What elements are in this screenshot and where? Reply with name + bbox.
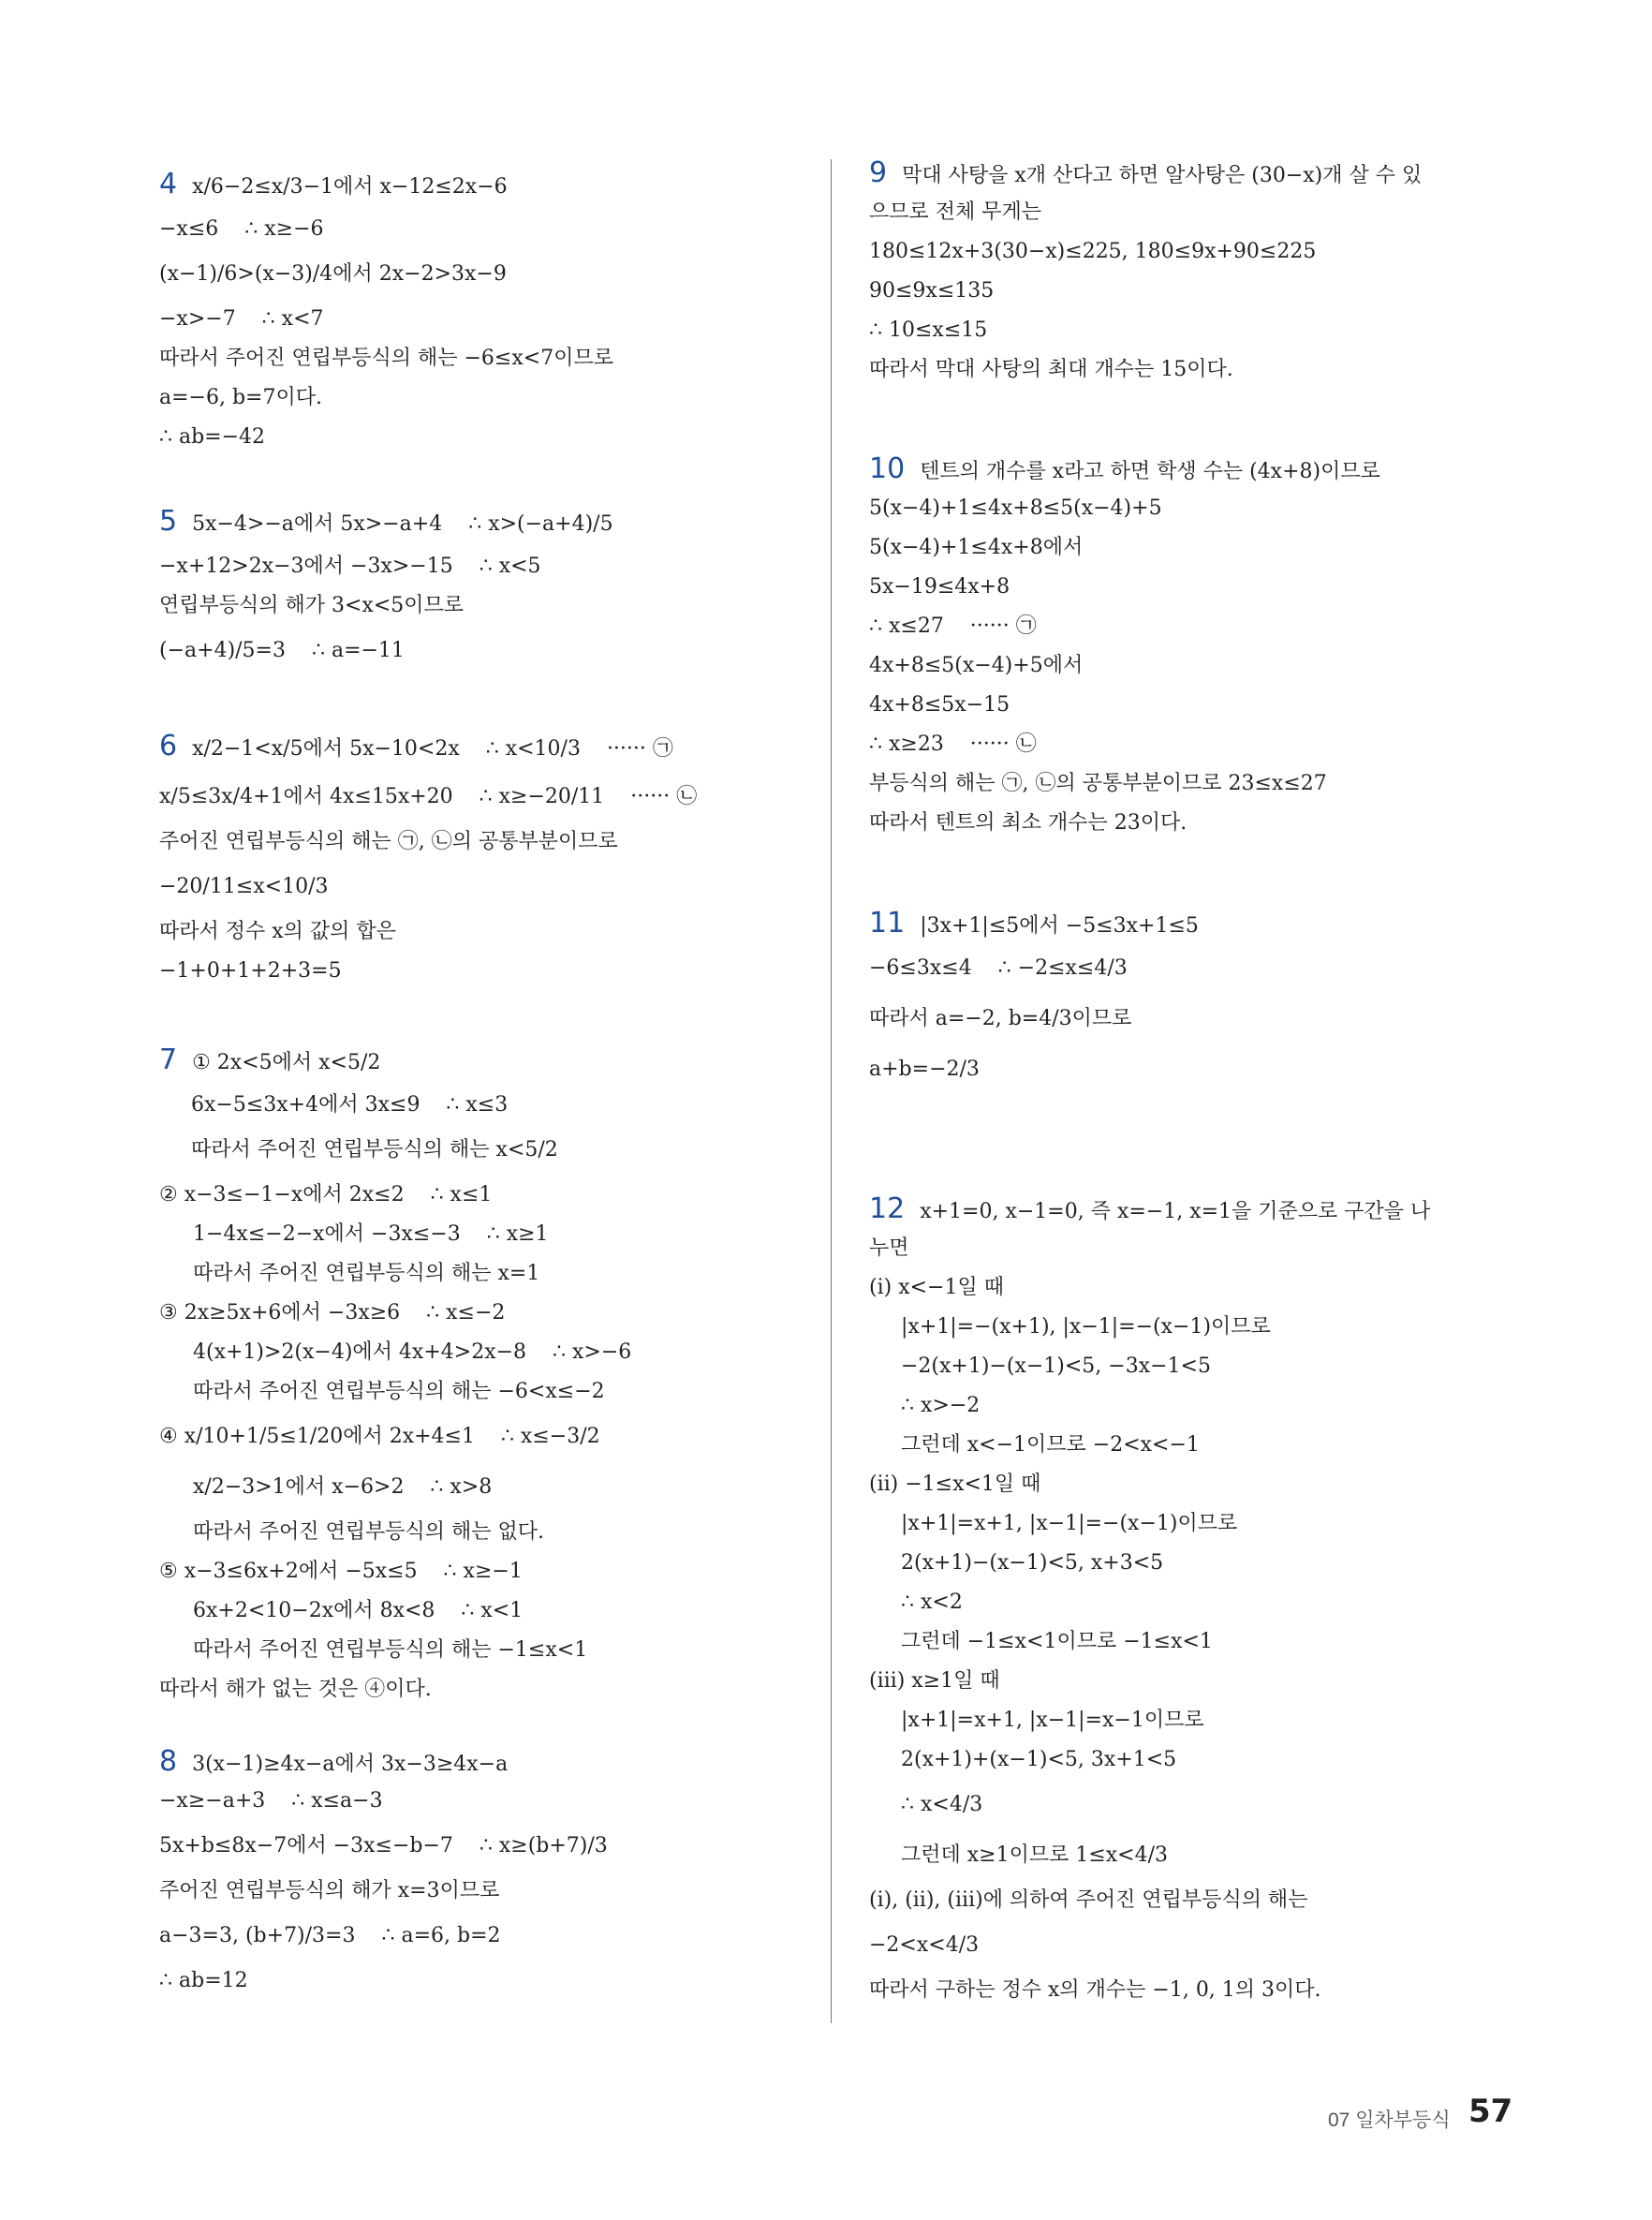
problem-line: 4x+8≤5(x−4)+5에서 bbox=[869, 654, 1084, 677]
problem-line: (ⅲ) x≥1일 때 bbox=[869, 1669, 1000, 1693]
problem-line: ∴ ab=−42 bbox=[159, 425, 266, 449]
problem-line: |x+1|=−(x+1), |x−1|=−(x−1)이므로 bbox=[901, 1315, 1271, 1339]
line-text: x/2−1<x/5에서 5x−10<2x ∴ x<10/3 ······ ㉠ bbox=[192, 737, 673, 761]
problem-line: ∴ x<2 bbox=[901, 1591, 963, 1614]
line-text: 5x−4>−a에서 5x>−a+4 ∴ x>(−a+4)/5 bbox=[192, 512, 613, 536]
problem-line: ∴ x≤27 ······ ㉠ bbox=[869, 614, 1037, 638]
problem-line: 그런데 −1≤x<1이므로 −1≤x<1 bbox=[901, 1630, 1213, 1653]
problem-number: 7 bbox=[159, 1043, 178, 1076]
page-number: 57 bbox=[1468, 2093, 1513, 2130]
problem-11 bbox=[869, 904, 1525, 1095]
problem-line: 따라서 주어진 연립부등식의 해는 −6≤x<7이므로 bbox=[159, 347, 613, 370]
line-text: |3x+1|≤5에서 −5≤3x+1≤5 bbox=[920, 914, 1199, 938]
problem-6 bbox=[159, 721, 815, 991]
problem-7 bbox=[159, 1035, 815, 1709]
problem-line: ⑤ x−3≤6x+2에서 −5x≤5 ∴ x≥−1 bbox=[159, 1560, 523, 1583]
problem-line: 따라서 주어진 연립부등식의 해는 −1≤x<1 bbox=[193, 1638, 588, 1662]
problem-line: −x>−7 ∴ x<7 bbox=[159, 307, 324, 331]
problem-line: 따라서 주어진 연립부등식의 해는 x=1 bbox=[193, 1262, 540, 1285]
problem-line: (x−1)/6>(x−3)/4에서 2x−2>3x−9 bbox=[159, 262, 507, 286]
problem-line: (−a+4)/5=3 ∴ a=−11 bbox=[159, 639, 405, 662]
problem-line: a+b=−2/3 bbox=[869, 1058, 980, 1081]
problem-line: 따라서 정수 x의 값의 합은 bbox=[159, 920, 396, 943]
problem-line: |x+1|=x+1, |x−1|=−(x−1)이므로 bbox=[901, 1512, 1238, 1535]
problem-line: 5x+b≤8x−7에서 −3x≤−b−7 ∴ x≥(b+7)/3 bbox=[159, 1834, 608, 1857]
problem-line: 따라서 텐트의 최소 개수는 23이다. bbox=[869, 811, 1187, 835]
column-divider bbox=[831, 159, 832, 2023]
problem-12 bbox=[869, 1190, 1525, 2010]
problem-line: (ⅰ) x<−1일 때 bbox=[869, 1276, 1004, 1299]
problem-line: 2(x+1)+(x−1)<5, 3x+1<5 bbox=[901, 1748, 1177, 1771]
problem-4 bbox=[159, 159, 815, 457]
problem-line: 누면 bbox=[869, 1236, 909, 1260]
problem-number: 5 bbox=[159, 505, 178, 538]
problem-line bbox=[159, 1035, 815, 1086]
problem-line: 5(x−4)+1≤4x+8에서 bbox=[869, 536, 1084, 559]
line-text: ① 2x<5에서 x<5/2 bbox=[192, 1051, 381, 1074]
problem-number: 10 bbox=[869, 452, 906, 485]
problem-line: 그런데 x≥1이므로 1≤x<4/3 bbox=[901, 1843, 1169, 1867]
problem-line: 1−4x≤−2−x에서 −3x≤−3 ∴ x≥1 bbox=[193, 1222, 549, 1246]
problem-line: 따라서 막대 사탕의 최대 개수는 15이다. bbox=[869, 358, 1233, 381]
problem-line: 5(x−4)+1≤4x+8≤5(x−4)+5 bbox=[869, 496, 1162, 520]
problem-line: −2<x<4/3 bbox=[869, 1933, 980, 1957]
problem-line bbox=[159, 159, 815, 210]
problem-line bbox=[869, 450, 1525, 489]
problem-line: 따라서 구하는 정수 x의 개수는 −1, 0, 1의 3이다. bbox=[869, 1978, 1321, 2002]
problem-line: 4(x+1)>2(x−4)에서 4x+4>2x−8 ∴ x>−6 bbox=[193, 1340, 632, 1364]
problem-number: 4 bbox=[159, 168, 178, 200]
problem-line bbox=[869, 904, 1525, 943]
problem-number: 11 bbox=[869, 907, 906, 940]
problem-line: (ⅰ), (ⅱ), (ⅲ)에 의하여 주어진 연립부등식의 해는 bbox=[869, 1888, 1308, 1912]
problem-9 bbox=[869, 154, 1525, 390]
problem-line: x/2−3>1에서 x−6>2 ∴ x>8 bbox=[193, 1475, 493, 1499]
problem-line: −x+12>2x−3에서 −3x>−15 ∴ x<5 bbox=[159, 555, 541, 578]
problem-line: ∴ x>−2 bbox=[901, 1394, 981, 1417]
problem-line: 주어진 연립부등식의 해는 ㉠, ㉡의 공통부분이므로 bbox=[159, 830, 618, 853]
problem-line: |x+1|=x+1, |x−1|=x−1이므로 bbox=[901, 1709, 1204, 1732]
problem-line bbox=[159, 721, 815, 772]
problem-line: ∴ x≥23 ······ ㉡ bbox=[869, 733, 1037, 756]
problem-line: −x≤6 ∴ x≥−6 bbox=[159, 217, 324, 241]
problem-line bbox=[159, 1742, 815, 1782]
problem-line: 주어진 연립부등식의 해가 x=3이므로 bbox=[159, 1879, 500, 1902]
problem-5 bbox=[159, 496, 815, 676]
problem-8 bbox=[159, 1742, 815, 2001]
problem-number: 8 bbox=[159, 1745, 178, 1778]
line-text: x/6−2≤x/3−1에서 x−12≤2x−6 bbox=[192, 175, 508, 199]
problem-line: a−3=3, (b+7)/3=3 ∴ a=6, b=2 bbox=[159, 1924, 501, 1947]
problem-line: 따라서 주어진 연립부등식의 해는 −6<x≤−2 bbox=[193, 1380, 605, 1403]
problem-line: −6≤3x≤4 ∴ −2≤x≤4/3 bbox=[869, 956, 1128, 980]
problem-line: ∴ x<4/3 bbox=[901, 1793, 983, 1816]
problem-line bbox=[869, 154, 1525, 193]
line-text: x+1=0, x−1=0, 즉 x=−1, x=1을 기준으로 구간을 나 bbox=[920, 1200, 1431, 1223]
problem-line: ④ x/10+1/5≤1/20에서 2x+4≤1 ∴ x≤−3/2 bbox=[159, 1425, 600, 1448]
problem-line: 90≤9x≤135 bbox=[869, 279, 995, 303]
problem-10 bbox=[869, 450, 1525, 843]
line-text: 텐트의 개수를 x라고 하면 학생 수는 (4x+8)이므로 bbox=[920, 460, 1380, 483]
problem-line: ∴ ab=12 bbox=[159, 1969, 248, 1992]
problem-number: 9 bbox=[869, 156, 888, 189]
problem-line: −1+0+1+2+3=5 bbox=[159, 959, 342, 983]
problem-line: a=−6, b=7이다. bbox=[159, 386, 322, 409]
problem-line: 6x+2<10−2x에서 8x<8 ∴ x<1 bbox=[193, 1599, 524, 1622]
line-text: 막대 사탕을 x개 산다고 하면 알사탕은 (30−x)개 살 수 있 bbox=[902, 164, 1423, 187]
problem-line: ② x−3≤−1−x에서 2x≤2 ∴ x≤1 bbox=[159, 1183, 493, 1206]
problem-line: 부등식의 해는 ㉠, ㉡의 공통부분이므로 23≤x≤27 bbox=[869, 772, 1327, 795]
problem-line: −20/11≤x<10/3 bbox=[159, 875, 329, 898]
problem-line: 따라서 해가 없는 것은 ④이다. bbox=[159, 1678, 432, 1701]
problem-line: 180≤12x+3(30−x)≤225, 180≤9x+90≤225 bbox=[869, 240, 1317, 263]
footer-chapter-title: 07 일차부등식 bbox=[1328, 2109, 1451, 2131]
problem-line: x/5≤3x/4+1에서 4x≤15x+20 ∴ x≥−20/11 ······ ㉡ bbox=[159, 785, 698, 808]
problem-line: 4x+8≤5x−15 bbox=[869, 693, 1010, 717]
problem-line bbox=[159, 496, 815, 547]
problem-line: −2(x+1)−(x−1)<5, −3x−1<5 bbox=[901, 1354, 1211, 1378]
problem-line: 따라서 a=−2, b=4/3이므로 bbox=[869, 1007, 1132, 1030]
problem-line: 6x−5≤3x+4에서 3x≤9 ∴ x≤3 bbox=[191, 1093, 509, 1117]
problem-line: 그런데 x<−1이므로 −2<x<−1 bbox=[901, 1433, 1200, 1457]
problem-line: 으므로 전체 무게는 bbox=[869, 200, 1042, 224]
problem-number: 6 bbox=[159, 730, 178, 762]
problem-line: ∴ 10≤x≤15 bbox=[869, 318, 988, 342]
line-text: 3(x−1)≥4x−a에서 3x−3≥4x−a bbox=[192, 1753, 509, 1776]
problem-line: 따라서 주어진 연립부등식의 해는 없다. bbox=[193, 1520, 544, 1544]
problem-line: ③ 2x≥5x+6에서 −3x≥6 ∴ x≤−2 bbox=[159, 1301, 506, 1325]
problem-line bbox=[869, 1190, 1525, 1229]
problem-line: 따라서 주어진 연립부등식의 해는 x<5/2 bbox=[191, 1138, 558, 1162]
problem-line: 연립부등식의 해가 3<x<5이므로 bbox=[159, 594, 465, 617]
problem-line: −x≥−a+3 ∴ x≤a−3 bbox=[159, 1789, 383, 1813]
problem-line: 2(x+1)−(x−1)<5, x+3<5 bbox=[901, 1551, 1164, 1575]
problem-line: 5x−19≤4x+8 bbox=[869, 575, 1010, 599]
problem-line: (ⅱ) −1≤x<1일 때 bbox=[869, 1473, 1041, 1496]
problem-number: 12 bbox=[869, 1192, 906, 1225]
